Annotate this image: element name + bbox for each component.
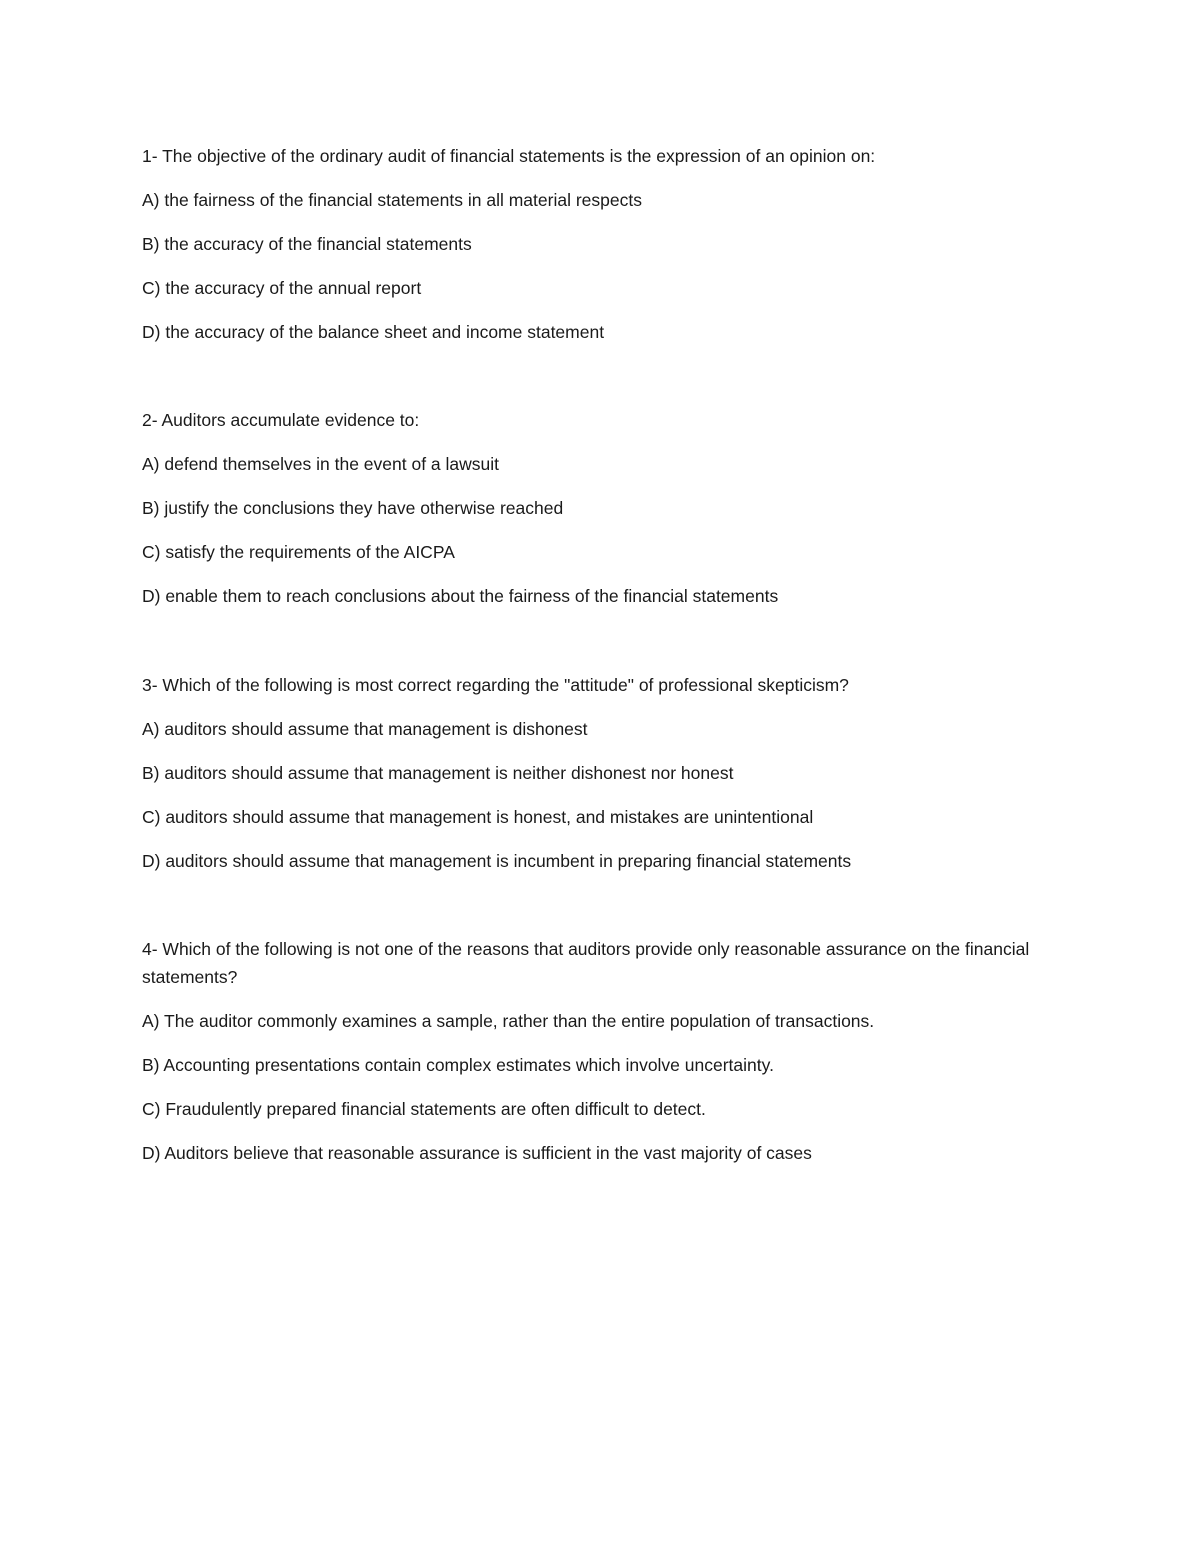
question-3-option-d: D) auditors should assume that management is incumbent in preparing financial statements [142,850,852,871]
question-4-option-b: B) Accounting presentations contain complex estimates which involve uncertainty. [142,1054,774,1075]
question-2-option-b: B) justify the conclusions they have otherwise reached [142,497,564,518]
question-3-option-a: A) auditors should assume that management is dishonest [142,718,588,739]
question-1-option-c: C) the accuracy of the annual report [142,277,422,298]
question-1-stem: 1- The objective of the ordinary audit of financial statements is the expression of an opinion on: [142,146,876,166]
question-3-option-b: B) auditors should assume that management is neither dishonest nor honest [142,762,734,783]
question-3-stem: 3- Which of the following is most correct regarding the "attitude" of professional skepticism? [142,675,849,695]
question-2 [142,406,1052,626]
question-2-option-c: C) satisfy the requirements of the AICPA [142,541,455,562]
question-1-option-d: D) the accuracy of the balance sheet and income statement [142,321,605,342]
question-1-option-b: B) the accuracy of the financial statements [142,233,472,254]
question-2-option-a: A) defend themselves in the event of a lawsuit [142,453,500,474]
question-3 [142,671,1052,891]
question-2-option-d: D) enable them to reach conclusions about the fairness of the financial statements [142,585,779,606]
question-3-option-c: C) auditors should assume that management is honest, and mistakes are unintentional [142,806,814,827]
question-4-stem: 4- Which of the following is not one of the reasons that auditors provide only reasonable assurance on the financial statements? [142,939,1030,987]
question-1 [142,142,1052,362]
question-4-option-c: C) Fraudulently prepared financial statements are often difficult to detect. [142,1098,706,1119]
question-4-option-d: D) Auditors believe that reasonable assurance is sufficient in the vast majority of cases [142,1142,812,1163]
question-2-stem: 2- Auditors accumulate evidence to: [142,410,420,430]
question-4 [142,935,1052,1183]
question-1-option-a: A) the fairness of the financial statements in all material respects [142,189,642,210]
question-4-option-a: A) The auditor commonly examines a sample, rather than the entire population of transactions. [142,1010,875,1031]
